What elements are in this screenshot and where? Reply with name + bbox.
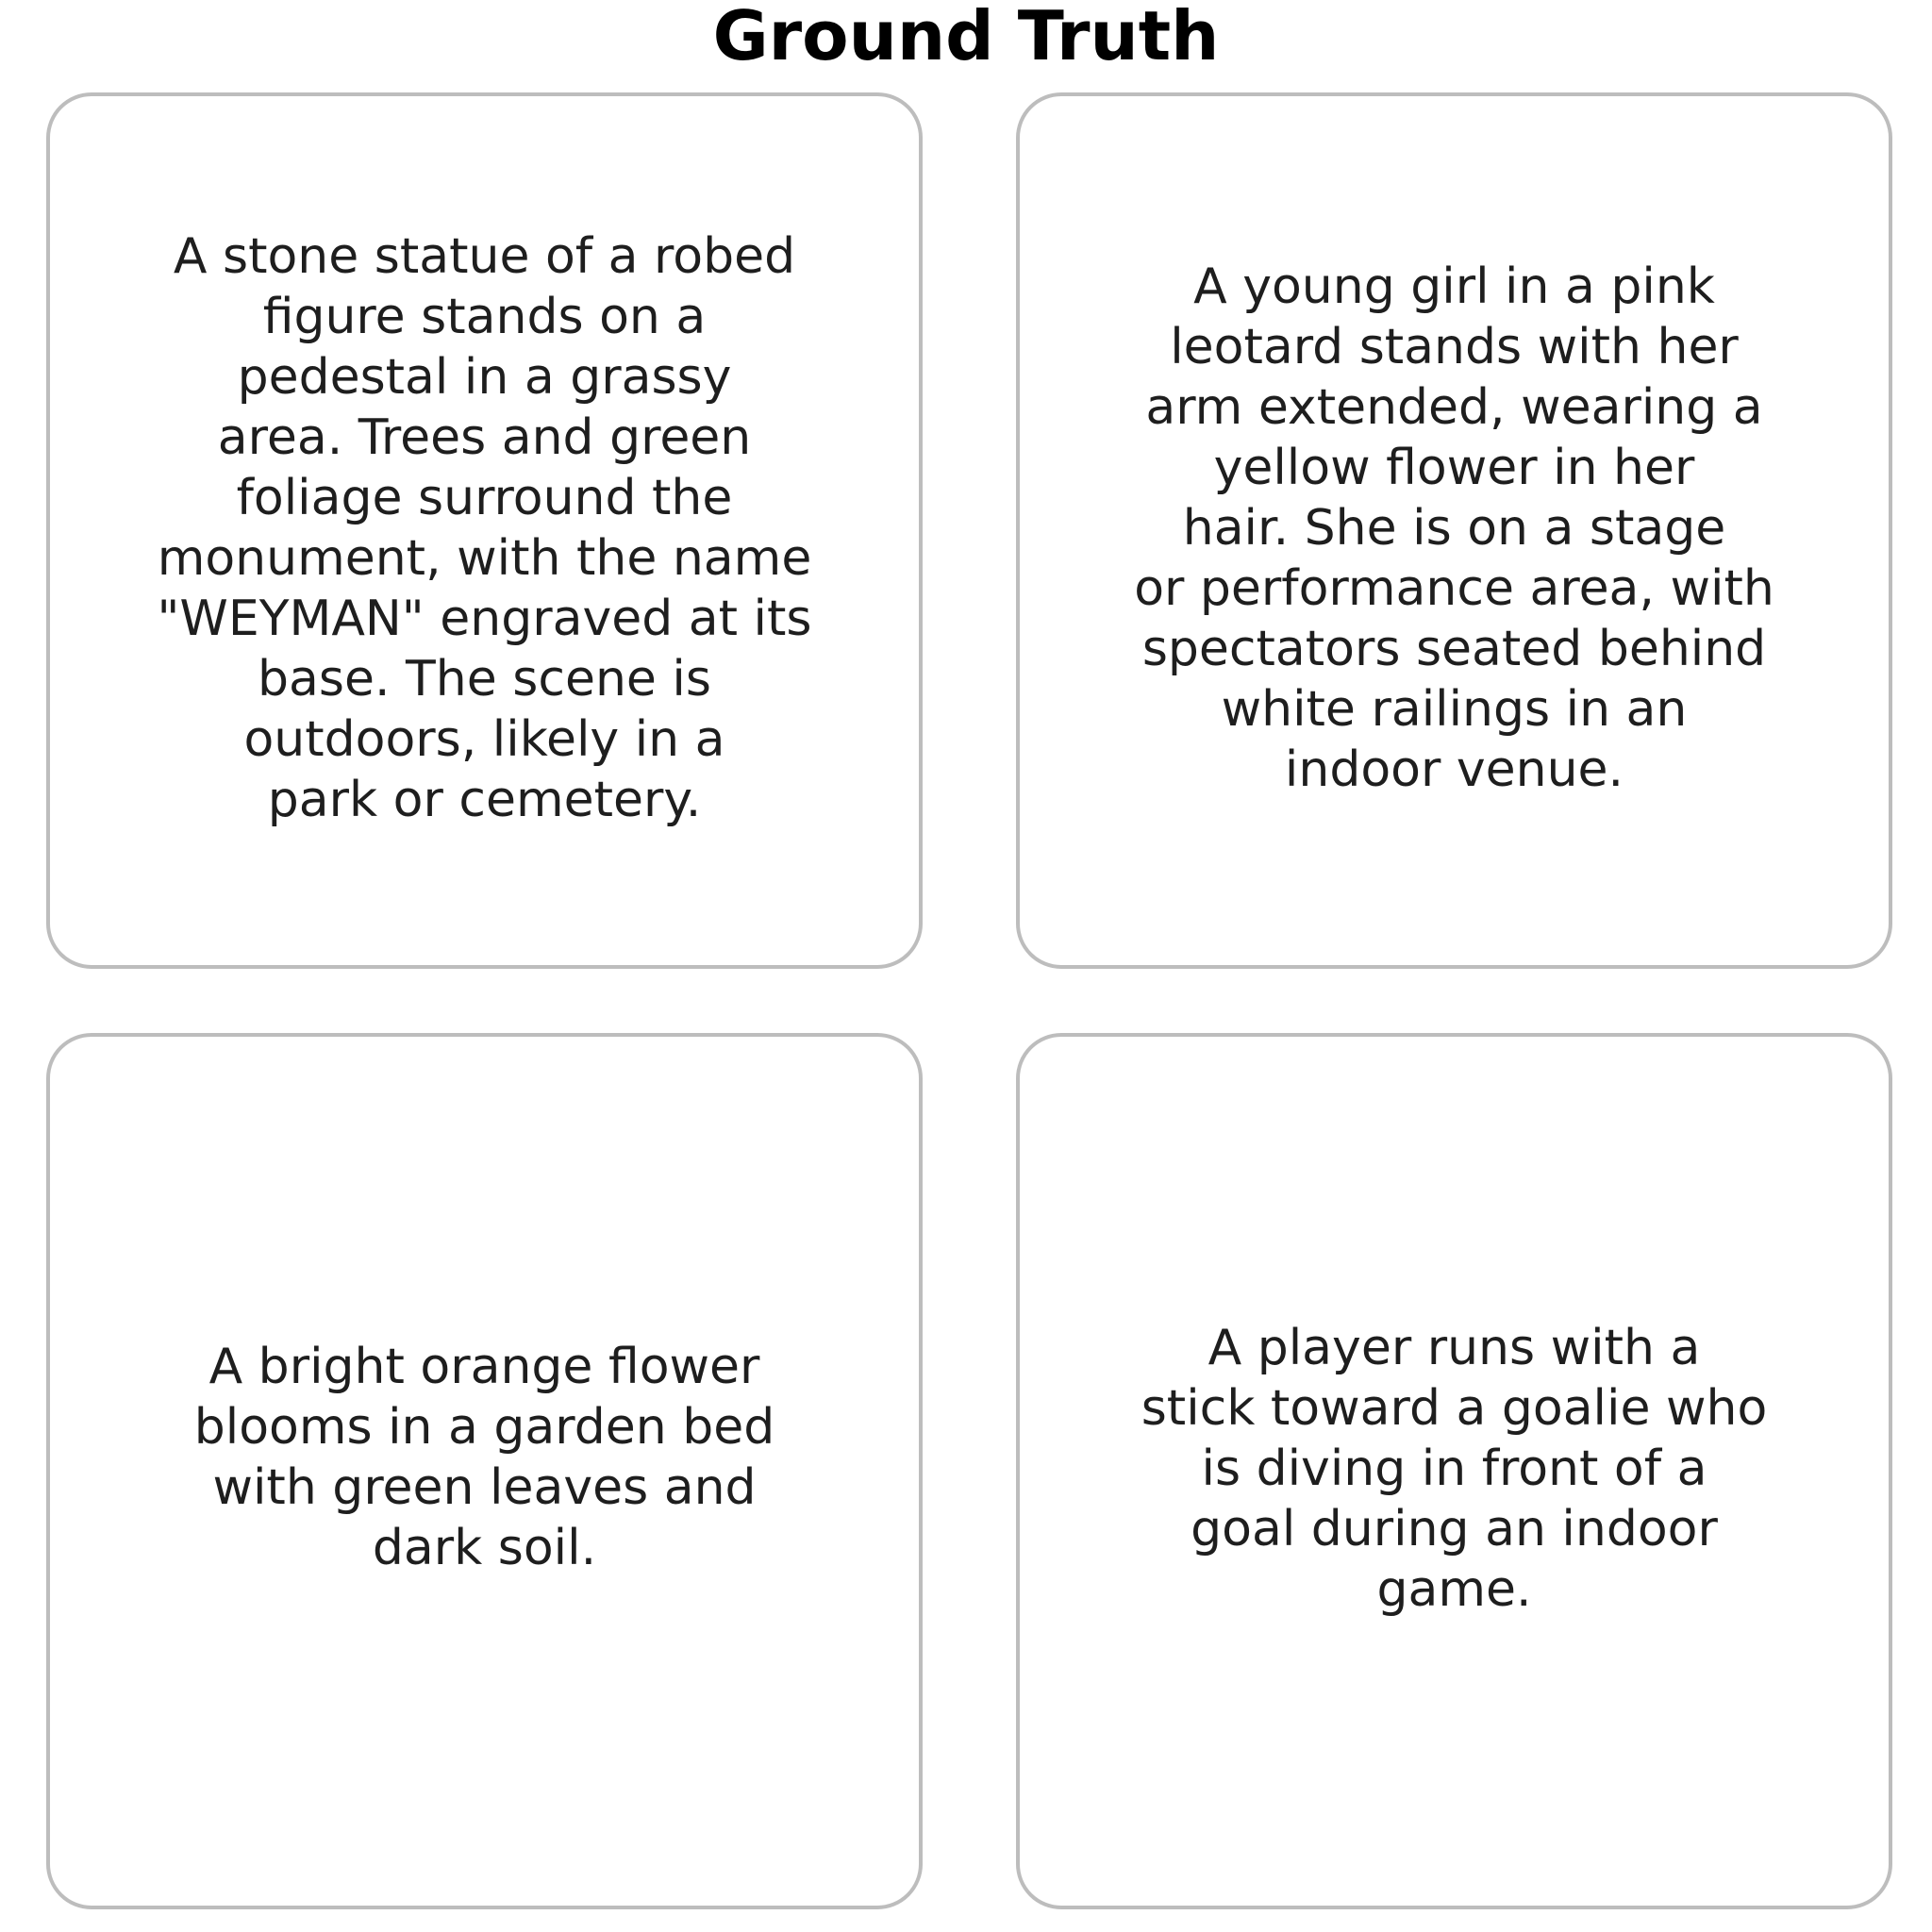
page-title: Ground Truth (712, 0, 1220, 75)
caption-text: A young girl in a pink leotard stands with her arm extended, wearing a yellow flower in her hair. She is on a stage or performance area, with spectators seated behind white railings in an indoor venue. (1134, 258, 1774, 798)
caption-text: A player runs with a stick toward a goalie who is diving in front of a goal during an indoor game. (1141, 1319, 1768, 1618)
caption-card (46, 92, 923, 969)
caption-text: A bright orange flower blooms in a garden bed with green leaves and dark soil. (193, 1338, 775, 1576)
caption-text: A stone statue of a robed figure stands on a pedestal in a grassy area. Trees and green foliage surround the monument, with the name "WEYMAN" engraved at its base. The scene is outdoors, likely in a park or cemetery. (157, 227, 812, 828)
caption-card (1016, 92, 1892, 969)
caption-card (46, 1033, 923, 1909)
caption-card (1016, 1033, 1892, 1909)
